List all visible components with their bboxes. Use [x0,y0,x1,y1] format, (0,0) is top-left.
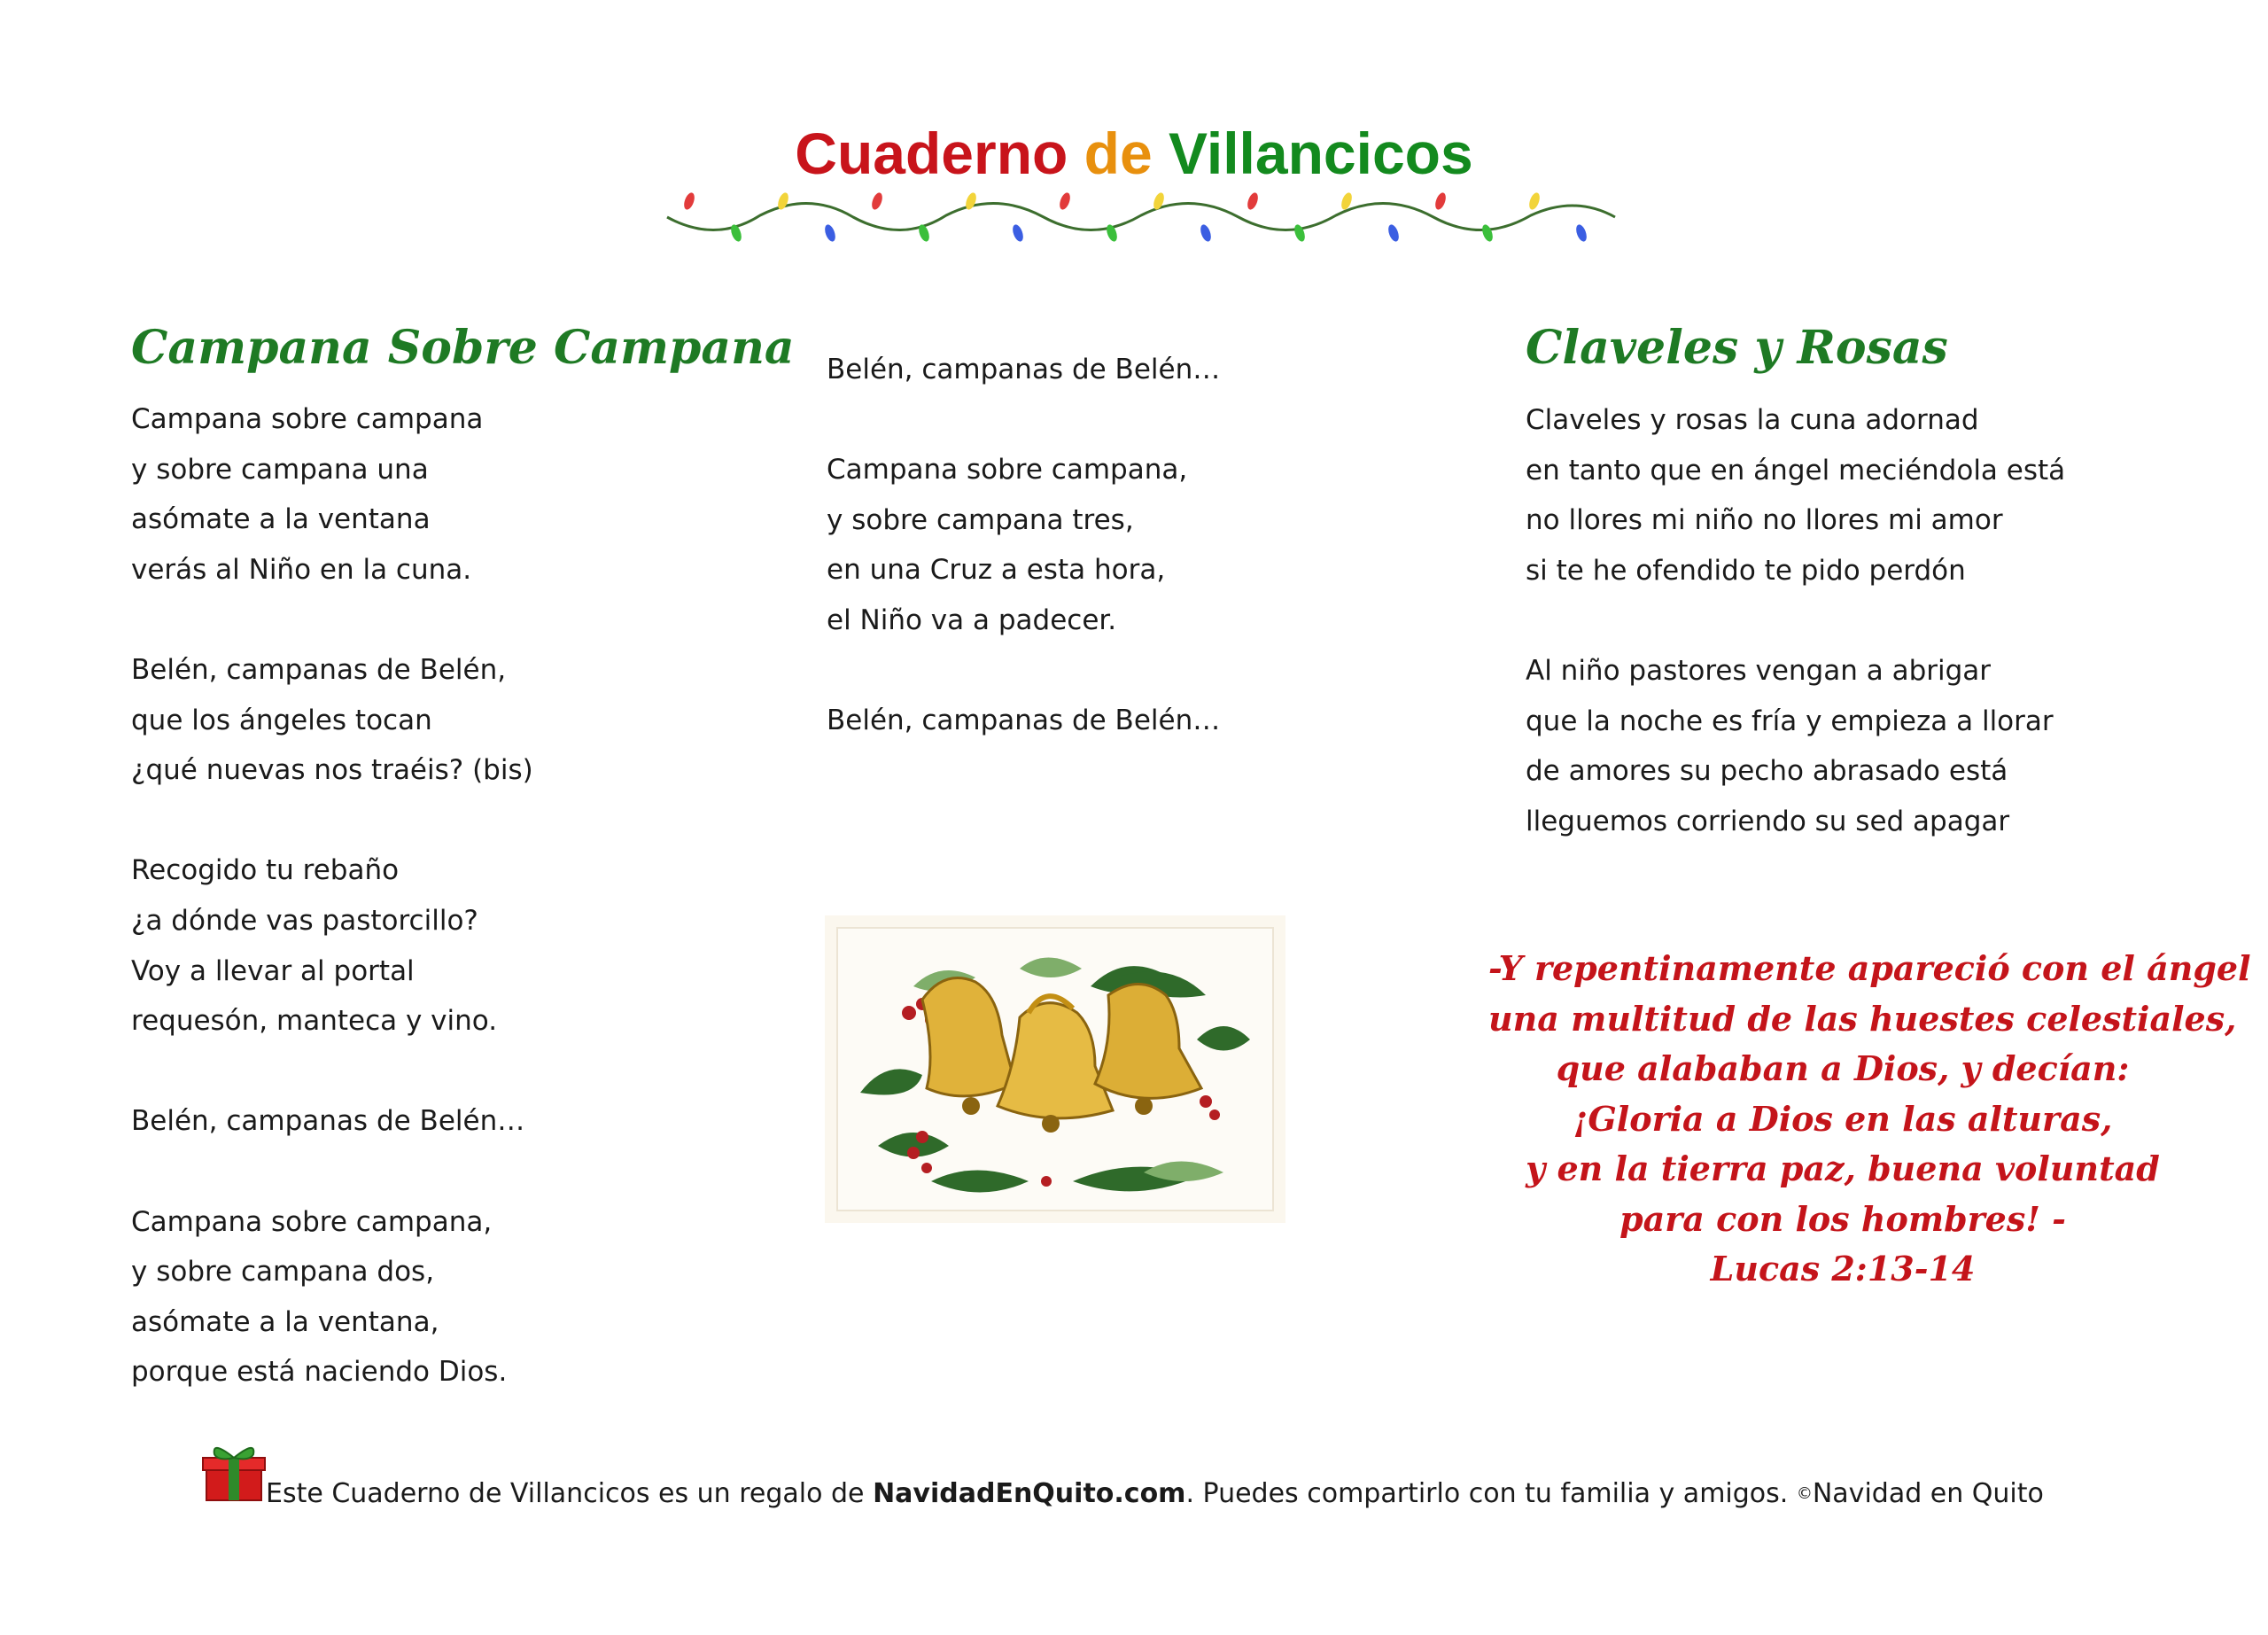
lyric-line: Voy a llevar al portal [131,954,415,987]
light-bulb [1480,223,1495,243]
lyric-line: asómate a la ventana [131,503,431,536]
lyric-line: de amores su pecho abrasado está [1526,755,2008,788]
lyric-line: Campana sobre campana [131,403,484,435]
lyric-line: ¿a dónde vas pastorcillo? [131,904,478,937]
light-bulb [1152,191,1166,211]
lyric-line: que los ángeles tocan [131,704,432,736]
lyric-line: y sobre campana una [131,453,429,486]
lyric-line [827,395,1220,446]
verse-line: ¡Gloria a Dios en las alturas, [1573,1098,2113,1139]
lyric-line: Belén, campanas de Belén, [131,653,507,686]
page-title [0,120,2268,187]
song-lyrics-campana-continued [827,345,1220,746]
lyric-line: Belén, campanas de Belén… [827,354,1221,385]
bible-verse [1488,944,2251,1295]
lyric-line: asómate a la ventana, [131,1305,439,1338]
light-bulb [1574,223,1588,243]
footer-note [266,1478,2044,1509]
lyric-line [131,1147,533,1197]
lyric-line [131,796,533,846]
lyric-line: verás al Niño en la cuna. [131,553,472,586]
lyric-line: ¿qué nuevas nos traéis? (bis) [131,754,533,787]
lyric-line: Recogido tu rebaño [131,854,400,887]
verse-reference: Lucas 2:13-14 [1710,1249,1976,1289]
song-title-claveles: Claveles y Rosas [1526,321,1948,375]
lyric-line: requesón, manteca y vino. [131,1005,498,1038]
lyric-line: que la noche es fría y empieza a llorar [1526,705,2054,737]
light-bulb [1199,223,1213,243]
lyric-line [827,646,1220,697]
light-bulb [1011,223,1025,243]
light-bulb [1058,191,1072,211]
lyric-line [131,595,533,645]
footer-owner: Navidad en Quito [1812,1478,2044,1509]
lyric-line: Al niño pastores vengan a abrigar [1526,654,1992,687]
christmas-bells-icon [825,915,1285,1223]
title-part-1: Cuaderno [795,121,1068,186]
lyric-line: y sobre campana tres, [827,503,1134,536]
lyric-line [1526,596,2065,646]
title-part-2: de [1084,121,1153,186]
song-title-campana: Campana Sobre Campana [131,321,795,375]
lyric-line: lleguemos corriendo su sed apagar [1526,805,2010,837]
lyric-line: el Niño va a padecer. [827,603,1117,636]
light-bulb [1527,191,1542,211]
light-bulb [1246,191,1260,211]
verse-line: una multitud de las huestes celestiales, [1488,998,2237,1039]
light-bulb [823,223,837,243]
light-bulb [682,191,696,211]
copyright-symbol: © [1796,1484,1813,1503]
light-bulb [1386,223,1401,243]
footer-text: Este Cuaderno de Villancicos es un regalo de [266,1478,874,1509]
lyric-line: Campana sobre campana, [131,1205,493,1238]
lyric-line: Claveles y rosas la cuna adornad [1526,404,1979,436]
lyric-line: en tanto que en ángel meciéndola está [1526,454,2066,487]
light-bulb [1293,223,1307,243]
lyric-line: porque está naciendo Dios. [131,1356,508,1389]
footer-text: . Puedes compartirlo con tu familia y amigos. [1185,1478,1797,1509]
lyric-line: en una Cruz a esta hora, [827,554,1166,587]
lyric-line [131,1047,533,1097]
christmas-lights-icon [663,182,1619,261]
light-bulb [1433,191,1448,211]
title-part-3: Villancicos [1169,121,1473,186]
lyric-line: Belén, campanas de Belén… [131,1105,525,1138]
song-lyrics-claveles [1526,395,2065,846]
lyric-line: si te he ofendido te pido perdón [1526,554,1966,587]
verse-line: que alababan a Dios, y decían: [1556,1048,2130,1088]
verse-line: y en la tierra paz, buena voluntad [1526,1148,2160,1188]
verse-line: para con los hombres! - [1619,1198,2066,1239]
verse-line: -Y repentinamente apareció con el ángel [1488,948,2251,988]
lyric-line: Belén, campanas de Belén… [827,705,1221,737]
song-lyrics-campana [131,394,533,1398]
footer-site-link[interactable]: NavidadEnQuito.com [873,1478,1186,1509]
lyric-line: Campana sobre campana, [827,454,1188,487]
gift-box-icon [199,1440,270,1504]
light-bulb [870,191,884,211]
lyric-line: no llores mi niño no llores mi amor [1526,504,2003,537]
lyric-line: y sobre campana dos, [131,1256,435,1289]
